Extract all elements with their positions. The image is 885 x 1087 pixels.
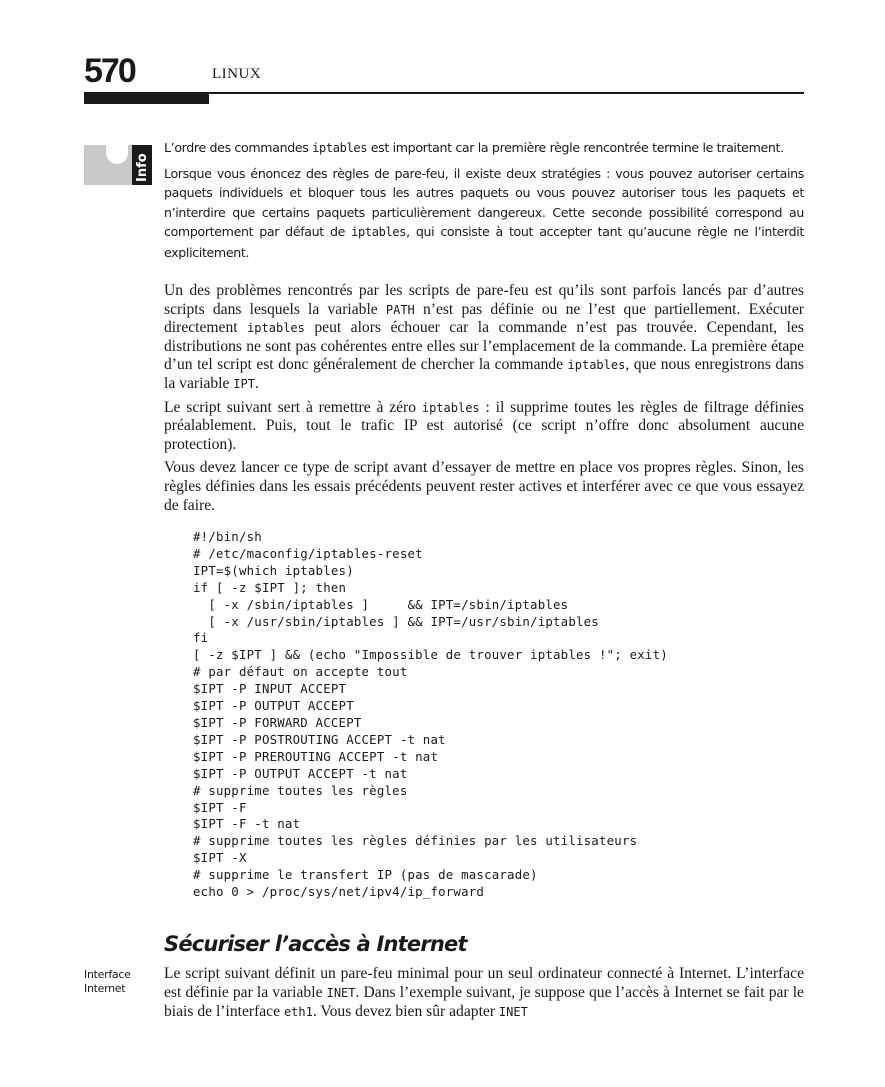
info-icon (84, 145, 152, 185)
body-paragraph: Un des problèmes rencontrés par les scripts de pare-feu est qu’ils sont parfois lancés par d’autres scripts dans lesquels la variable PATH n’est pas définie ou ne l’est que partiellement. Exécuter directement iptables peut alors échouer car la commande n’est pas trouvée. Cependant, les distributions ne sont pas cohérentes entre elles sur l’emplacement de la commande. La première étape d’un tel script est donc généralement de chercher la commande iptables, que nous enregistrons dans la variable IPT. (164, 282, 804, 392)
code-listing: #!/bin/sh # /etc/maconfig/iptables-reset IPT=$(which iptables) if [ -z $IPT ]; then [ -x /sbin/iptables ] && IPT=/sbin/iptables [ -x /usr/sbin/iptables ] && IPT=/usr/sbin/iptables fi [ -z $IPT ] && (echo "Impossible de trouver iptables !"; exit) # par défaut on accepte tout $IPT -P INPUT ACCEPT $IPT -P OUTPUT ACCEPT $IPT -P FORWARD ACCEPT $IPT -P POSTROUTING ACCEPT -t nat $IPT -P PREROUTING ACCEPT -t nat $IPT -P OUTPUT ACCEPT -t nat # supprime toutes les règles $IPT -F $IPT -F -t nat # supprime toutes les règles définies par les utilisateurs $IPT -X # supprime le transfert IP (pas de mascarade) echo 0 > /proc/sys/net/ipv4/ip_forward (193, 529, 668, 900)
running-title: LINUX (212, 66, 262, 82)
info-paragraph: Lorsque vous énoncez des règles de pare-feu, il existe deux stratégies : vous pouvez autoriser certains paquets individuels et bloquer tous les autres paquets ou vous pouvez autoriser tous les paquets et n’interdire que certains paquets particulièrement dangereux. Cette seconde possibilité correspond au comportement par défaut de iptables, qui consiste à tout accepter tant qu’aucune règle ne l’interdit explicitement. (164, 165, 804, 260)
info-box (164, 138, 804, 267)
section-title: Sécuriser l’accès à Internet (164, 932, 467, 956)
body-paragraph: Le script suivant définit un pare-feu minimal pour un seul ordinateur connecté à Internet. L’interface est définie par la variable INET. Dans l’exemple suivant, je suppose que l’accès à Internet se fait par le biais de l’interface eth1. Vous devez bien sûr adapter INET (164, 965, 804, 1020)
body-text (164, 282, 804, 520)
info-icon-label: Info (135, 153, 150, 182)
margin-note: Interface Internet (84, 968, 131, 995)
info-paragraph: L’ordre des commandes iptables est important car la première règle rencontrée termine le traitement. (164, 140, 784, 155)
body-paragraph: Le script suivant sert à remettre à zéro iptables : il supprime toutes les règles de filtrage définies préalablement. Puis, tout le trafic IP est autorisé (ce script n’offre donc absolument aucune protection). (164, 398, 804, 453)
page-number: 570 (84, 52, 135, 90)
body-paragraph: Vous devez lancer ce type de script avant d’essayer de mettre en place vos propres règles. Sinon, les règles définies dans les essais précédents peuvent rester actives et interférer avec ce que vous essayez de faire. (164, 459, 804, 514)
header-bar (84, 94, 209, 104)
